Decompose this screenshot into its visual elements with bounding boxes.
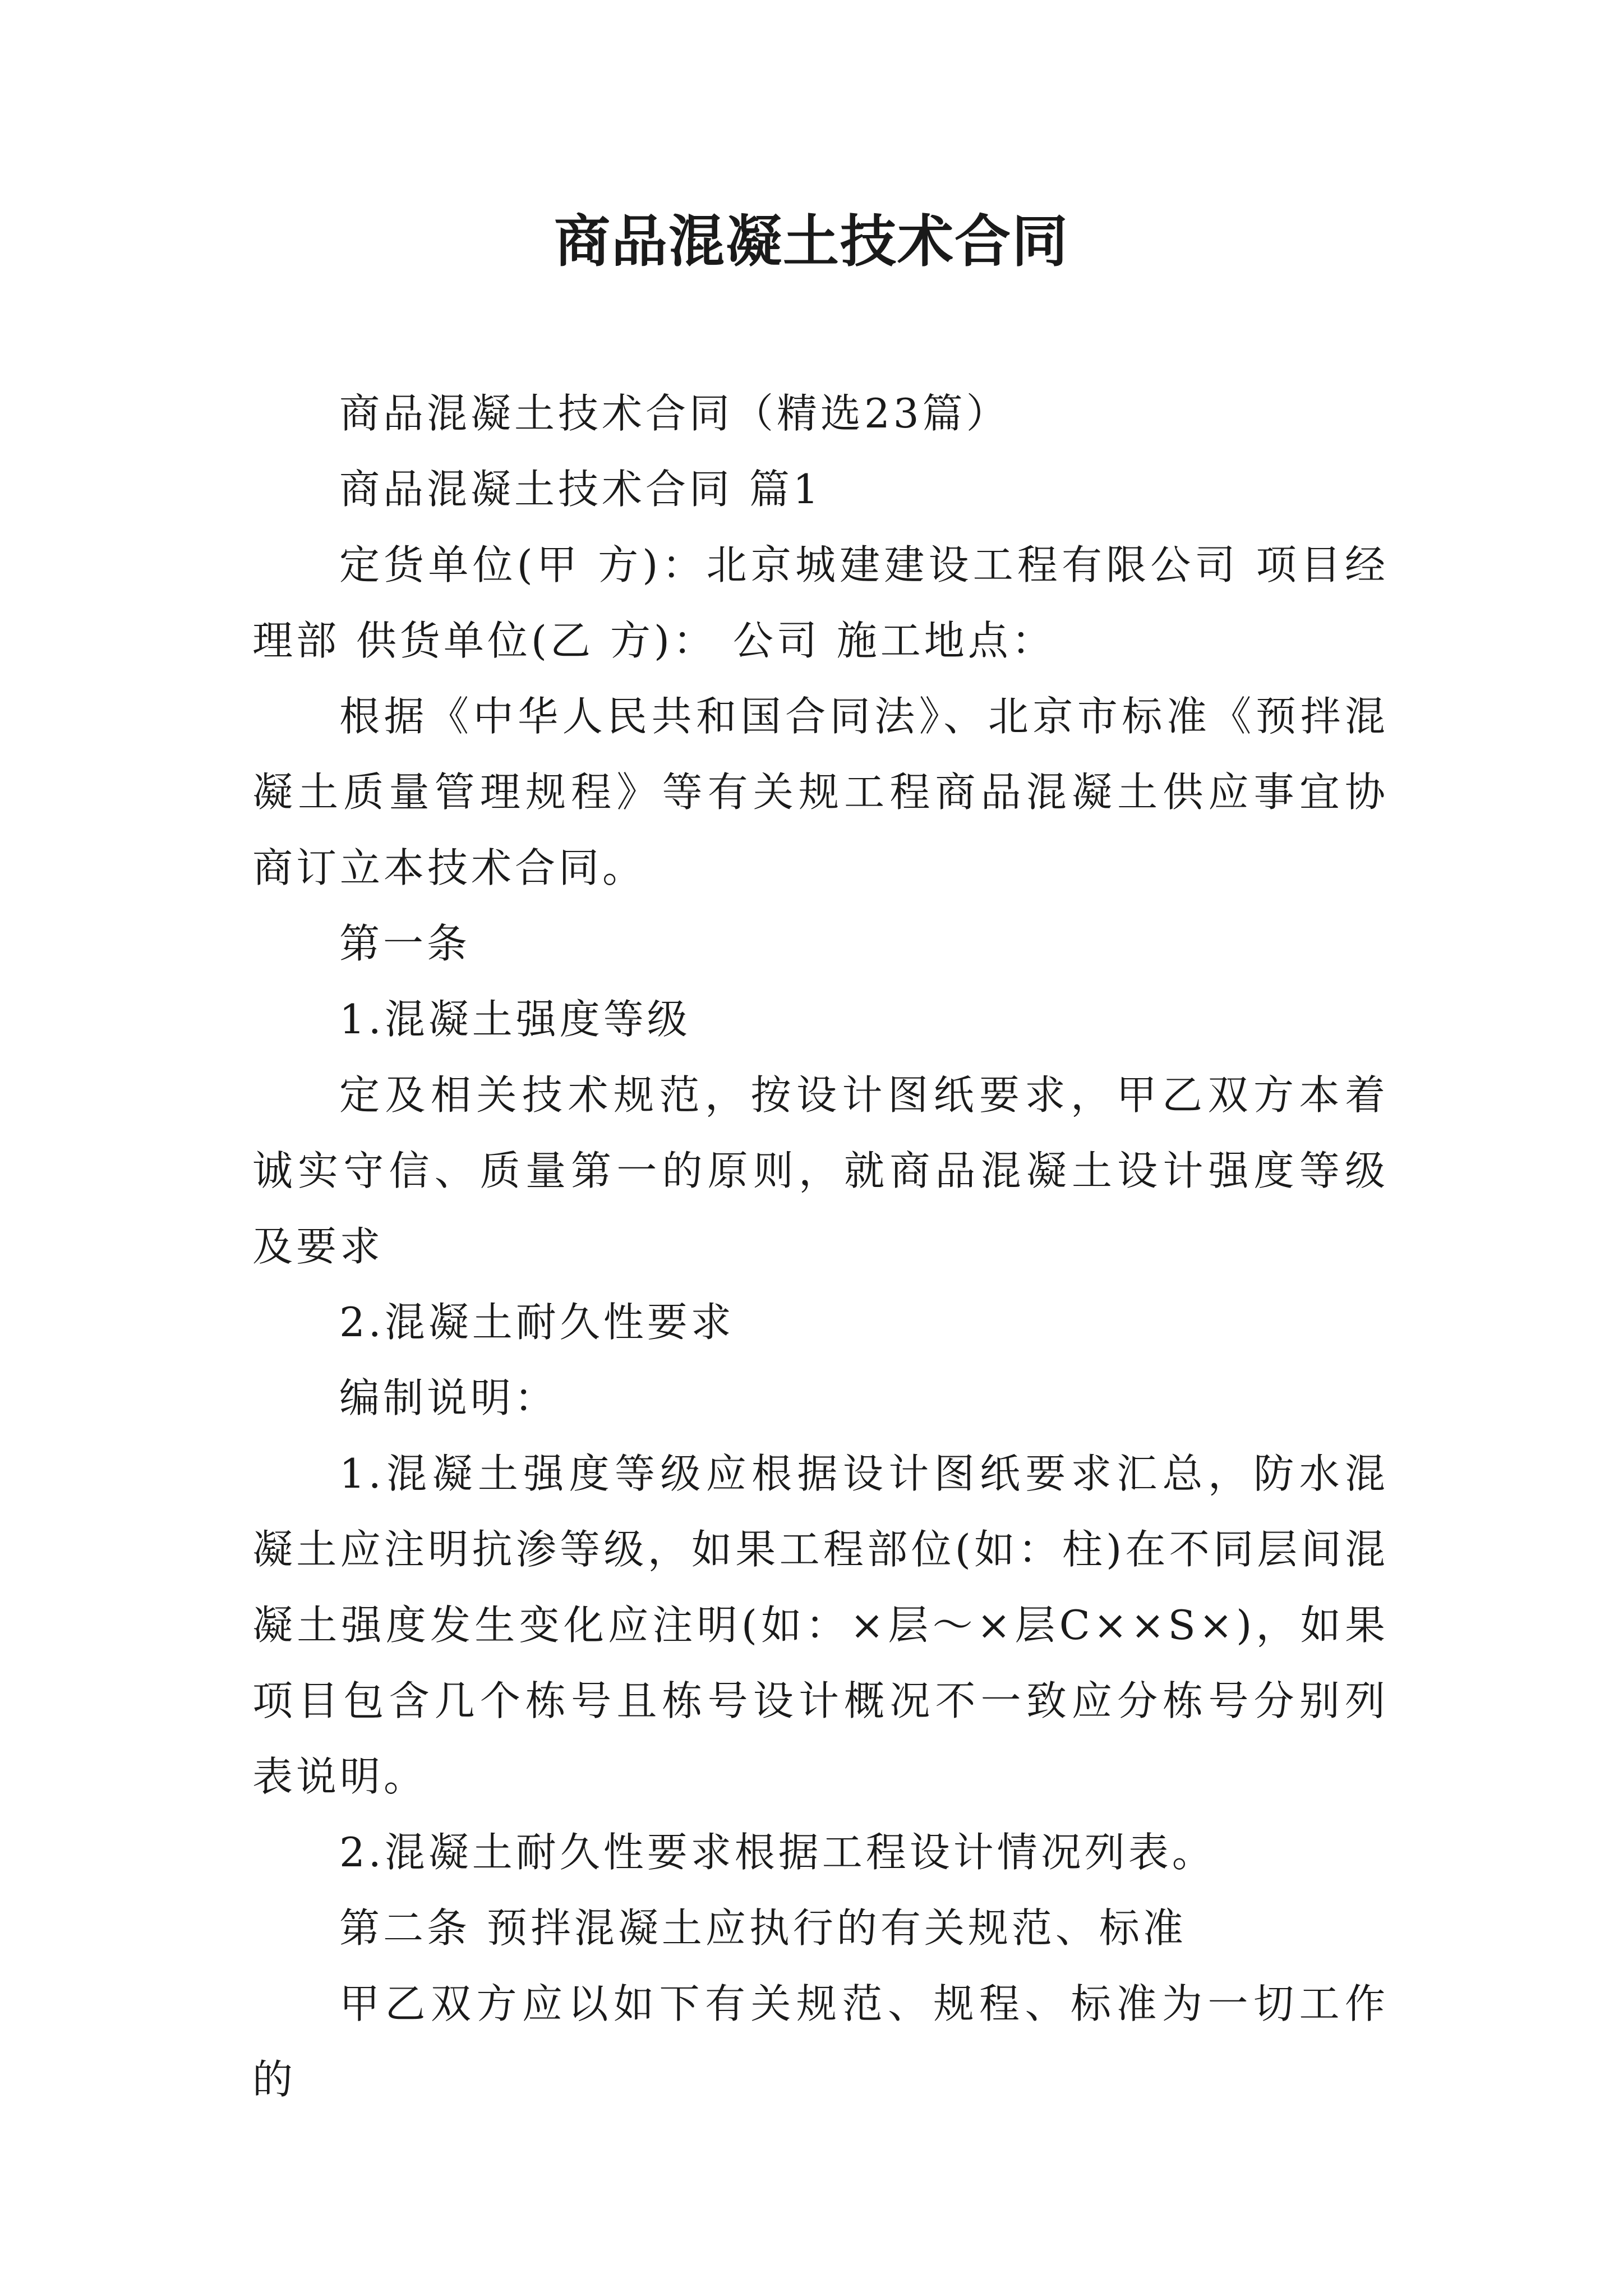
paragraph-standards: 甲乙双方应以如下有关规范、规程、标准为一切工作的 xyxy=(252,1980,1389,2103)
paragraph-note-2: 2.混凝土耐久性要求根据工程设计情况列表。 xyxy=(339,1829,1216,1876)
paragraph-section-heading: 商品混凝土技术合同 篇1 xyxy=(339,466,822,513)
paragraph-article-2: 第二条 预拌混凝土应执行的有关规范、标准 xyxy=(339,1904,1187,1952)
paragraph-item-durability: 2.混凝土耐久性要求 xyxy=(339,1299,735,1346)
paragraph-subtitle: 商品混凝土技术合同（精选23篇） xyxy=(339,390,1010,437)
document-title: 商品混凝土技术合同 xyxy=(554,208,1069,274)
paragraph-strength-desc: 定及相关技术规范，按设计图纸要求，甲乙双方本着诚实守信、质量第一的原则，就商品混凝土设计强度等级及要求 xyxy=(252,1071,1389,1270)
paragraph-notes-heading: 编制说明： xyxy=(339,1374,559,1421)
paragraph-basis: 根据《中华人民共和国合同法》、北京市标准《预拌混凝土质量管理规程》等有关规工程商品混凝土供应事宜协商订立本技术合同。 xyxy=(252,693,1389,891)
paragraph-item-strength: 1.混凝土强度等级 xyxy=(339,996,691,1043)
paragraph-note-1: 1.混凝土强度等级应根据设计图纸要求汇总，防水混凝土应注明抗渗等级，如果工程部位(如：柱)在不同层间混凝土强度发生变化应注明(如：×层～×层C××S×)，如果项目包含几个栋号且栋号设计概况不一致应分栋号分别列表说明。 xyxy=(252,1450,1389,1800)
paragraph-parties: 定货单位(甲 方)：北京城建建设工程有限公司 项目经理部 供货单位(乙 方)： 公司 施工地点： xyxy=(252,541,1389,664)
document-body xyxy=(252,376,1389,2118)
paragraph-article-1: 第一条 xyxy=(339,920,471,967)
